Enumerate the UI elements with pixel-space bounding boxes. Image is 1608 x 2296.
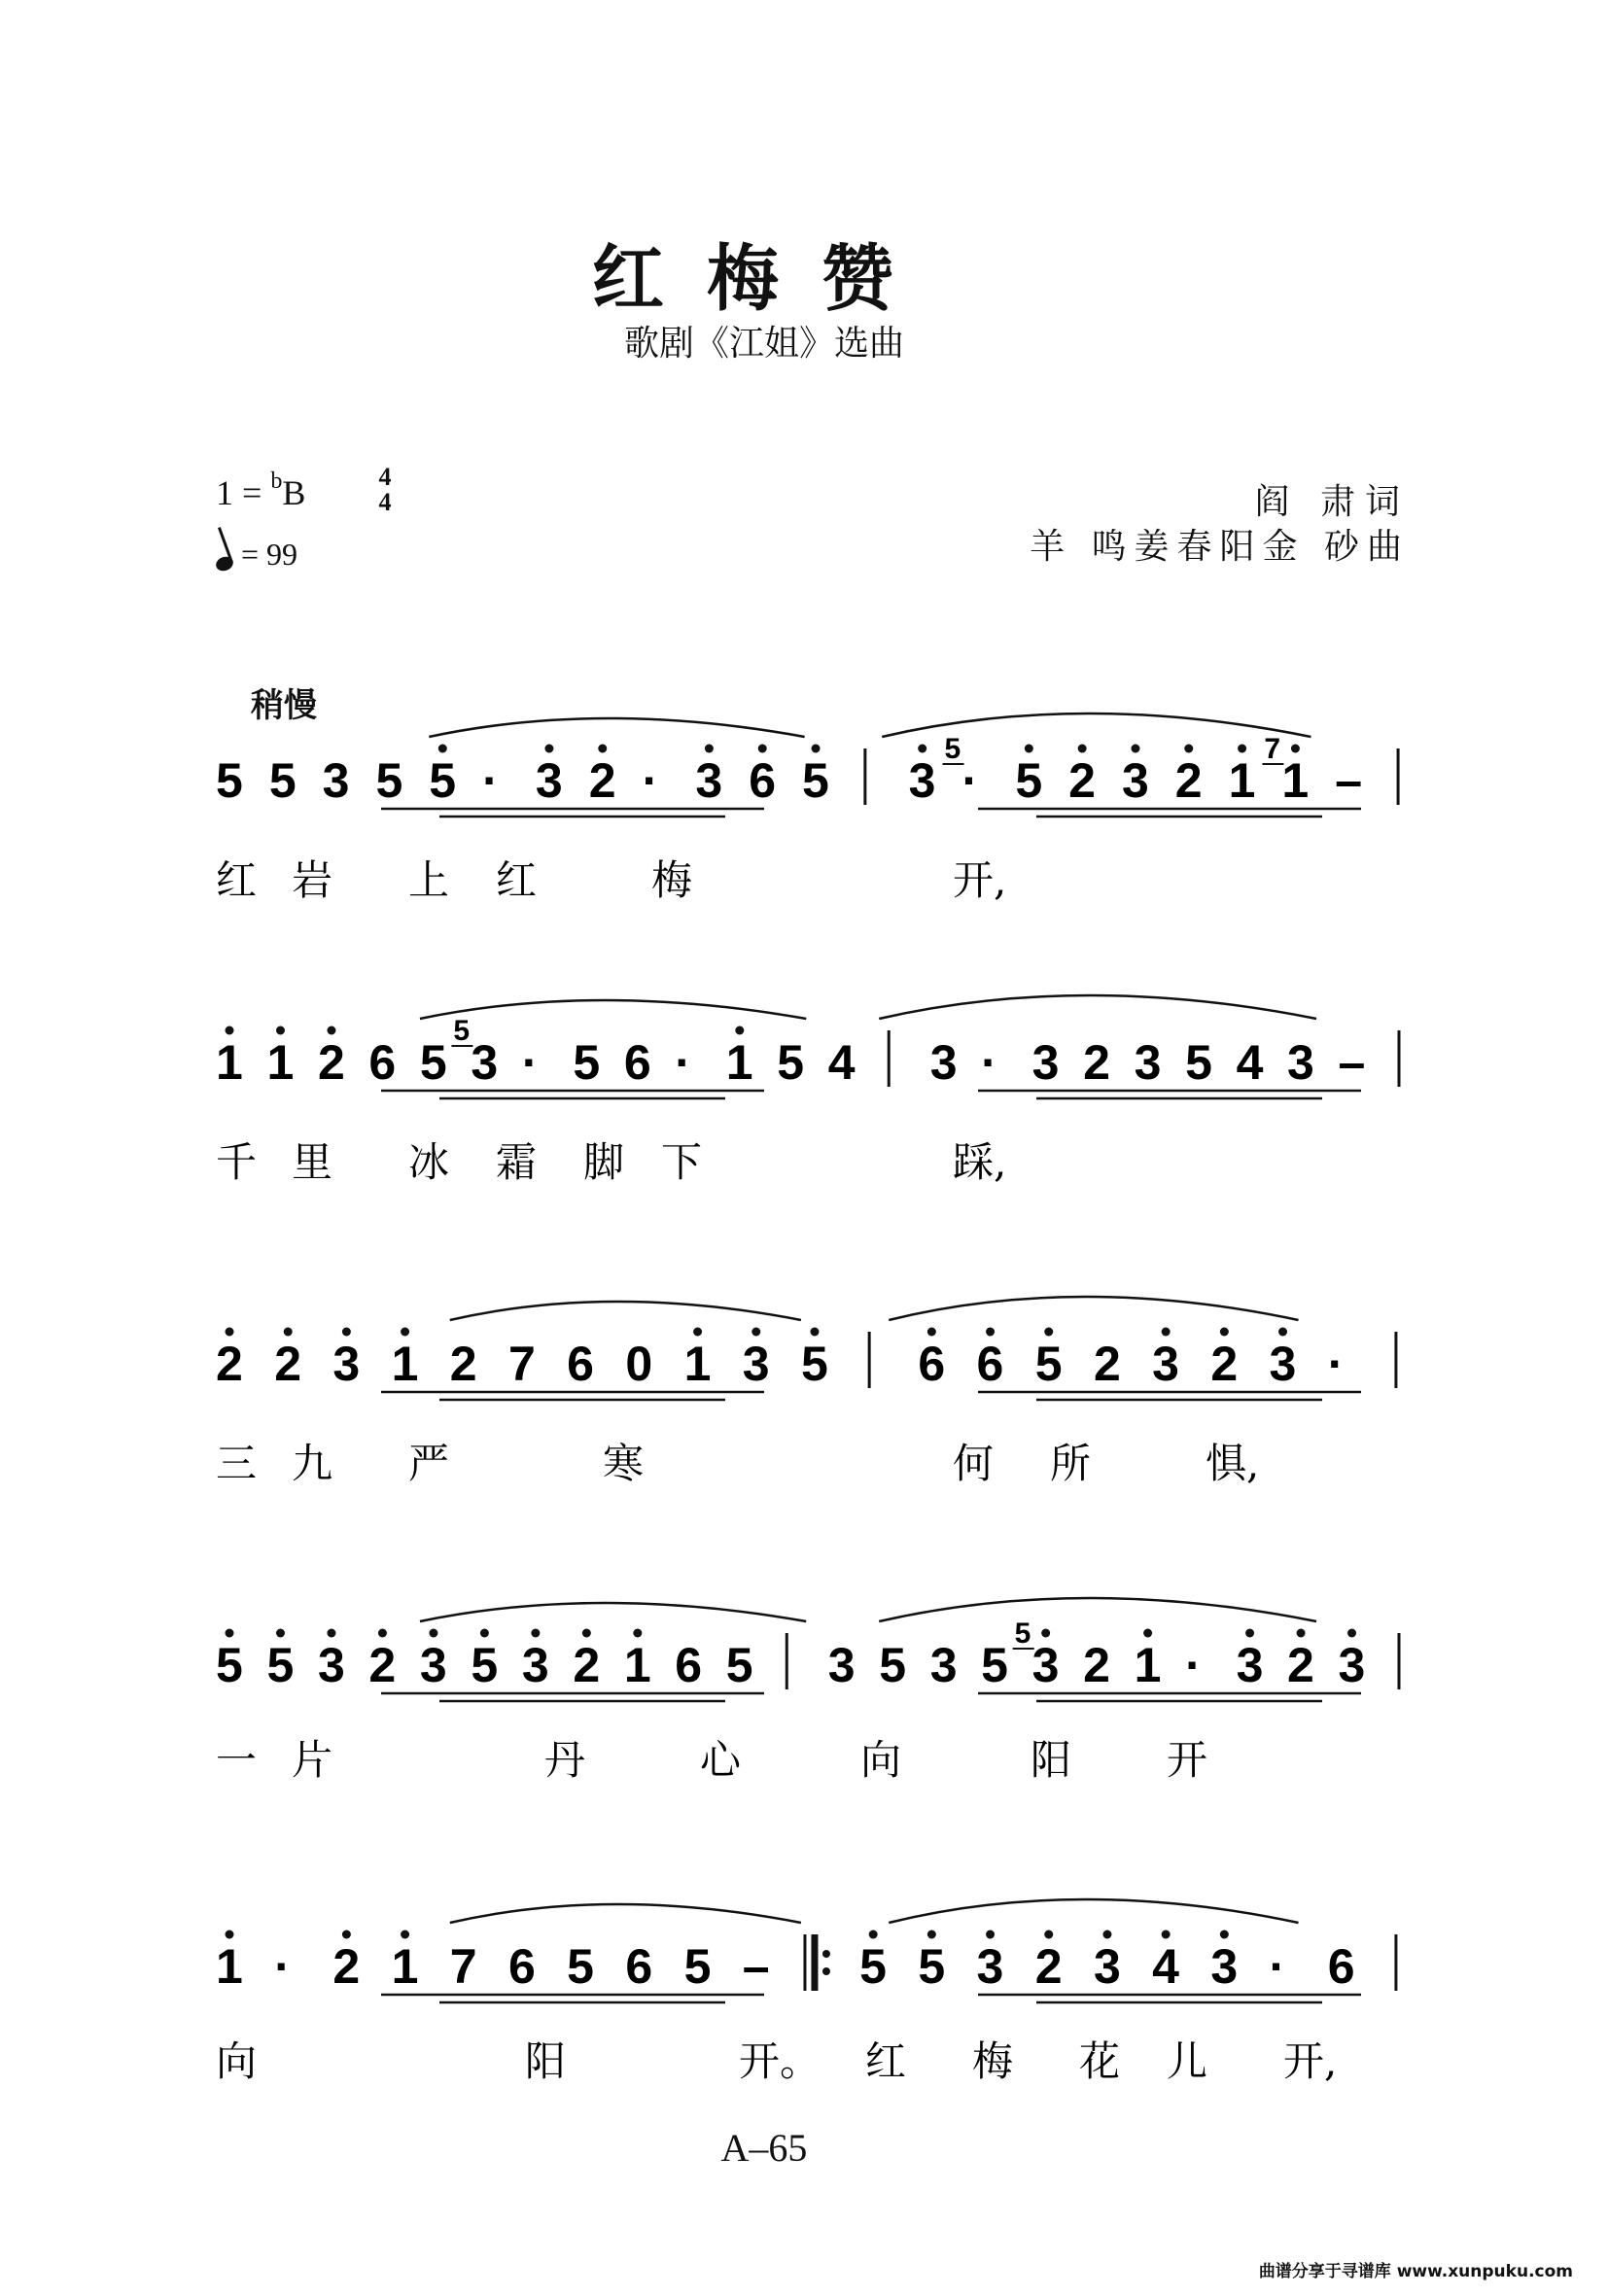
high-octave-dot	[342, 1328, 351, 1337]
lyric-char: 岩	[292, 856, 333, 904]
jianpu-note: 3	[322, 753, 350, 808]
jianpu-note: 5	[859, 1939, 887, 1994]
jianpu-note: 2	[274, 1337, 302, 1391]
watermark: 曲谱分享于寻谱库 www.xunpuku.com	[1258, 2262, 1573, 2281]
high-octave-dot	[693, 1328, 702, 1337]
high-octave-dot	[531, 1629, 540, 1638]
jianpu-note: ·	[521, 1035, 539, 1090]
jianpu-note: 3	[1031, 1035, 1060, 1090]
lyric-char: 九	[292, 1440, 333, 1487]
slur	[420, 1000, 806, 1019]
jianpu-note: 5	[1015, 753, 1043, 808]
jianpu-note: 5	[216, 753, 243, 808]
high-octave-dot	[1347, 1629, 1356, 1638]
lyric-char: 千	[216, 1138, 258, 1186]
high-octave-dot	[1297, 1629, 1306, 1638]
jianpu-note: 5	[777, 1035, 805, 1090]
high-octave-dot	[1278, 1328, 1287, 1337]
high-octave-dot	[1143, 1629, 1152, 1638]
jianpu-note: ·	[675, 1035, 691, 1090]
key-prefix: 1 =	[216, 473, 262, 512]
jianpu-note: 2	[1174, 753, 1203, 808]
lyric-char: 上	[408, 856, 450, 904]
lyric-char: 何	[953, 1440, 995, 1487]
jianpu-note: 1	[266, 1035, 295, 1090]
high-octave-dot	[810, 1328, 819, 1337]
time-numerator: 4	[378, 463, 392, 491]
high-octave-dot	[1025, 745, 1033, 753]
jianpu-note: 5	[375, 753, 403, 808]
high-octave-dot	[1044, 1931, 1053, 1939]
lyric-char: 片	[292, 1736, 333, 1784]
jianpu-note: 5	[981, 1638, 1008, 1692]
high-octave-dot	[812, 745, 821, 753]
lyric-char: 阳	[1031, 1736, 1072, 1784]
high-octave-dot	[226, 1328, 234, 1337]
key-note: B	[282, 473, 306, 512]
jianpu-note: 3	[521, 1638, 549, 1692]
lyric-char: 开,	[953, 856, 1007, 904]
high-octave-dot	[598, 745, 607, 753]
jianpu-note: –	[742, 1939, 770, 1994]
jianpu-note: 5	[1034, 1337, 1063, 1391]
jianpu-note: 3	[1236, 1638, 1264, 1692]
jianpu-note: 1	[1228, 753, 1256, 808]
jianpu-note: 1	[623, 1638, 651, 1692]
lyric-char: 冰	[408, 1138, 450, 1186]
grace-note: 5	[453, 1015, 471, 1047]
slur	[889, 1297, 1298, 1320]
lyric-char: 向	[860, 1736, 902, 1784]
jianpu-note: 6	[749, 753, 777, 808]
repeat-dot	[822, 1967, 830, 1975]
jianpu-note: 5	[683, 1939, 712, 1994]
jianpu-note: 7	[449, 1939, 477, 1994]
jianpu-note: 4	[827, 1035, 856, 1090]
jianpu-note: 4	[1152, 1939, 1179, 1994]
lyric-char: 红	[865, 2037, 907, 2085]
jianpu-note: 2	[1287, 1638, 1314, 1692]
repeat-dot	[822, 1950, 830, 1958]
page-number: A–65	[720, 2126, 808, 2170]
jianpu-note: 5	[266, 1638, 295, 1692]
slur	[429, 718, 804, 737]
slur	[879, 1598, 1316, 1621]
high-octave-dot	[378, 1629, 387, 1638]
high-octave-dot	[986, 1931, 995, 1939]
high-octave-dot	[276, 1629, 285, 1638]
jianpu-note: ·	[981, 1035, 997, 1090]
jianpu-note: 3	[929, 1638, 958, 1692]
high-octave-dot	[869, 1931, 878, 1939]
jianpu-note: ·	[274, 1939, 291, 1994]
high-octave-dot	[1078, 745, 1087, 753]
jianpu-note: 2	[1210, 1337, 1239, 1391]
jianpu-note: 3	[1152, 1337, 1179, 1391]
jianpu-note: 5	[429, 753, 457, 808]
lyric-char: 梅	[972, 2037, 1014, 2085]
jianpu-note: 3	[1121, 753, 1149, 808]
jianpu-note: 3	[929, 1035, 958, 1090]
jianpu-note: –	[1335, 753, 1363, 808]
high-octave-dot	[401, 1931, 409, 1939]
high-octave-dot	[633, 1629, 642, 1638]
jianpu-note: 0	[625, 1337, 653, 1391]
slur	[889, 1899, 1298, 1923]
jianpu-note: –	[1338, 1035, 1366, 1090]
jianpu-note: 6	[1327, 1939, 1355, 1994]
jianpu-note: 5	[216, 1638, 243, 1692]
high-octave-dot	[927, 1328, 936, 1337]
jianpu-note: 1	[216, 1035, 243, 1090]
jianpu-note: 6	[567, 1337, 594, 1391]
jianpu-note: 3	[419, 1638, 447, 1692]
jianpu-note: 1	[1281, 753, 1310, 808]
jianpu-note: 3	[332, 1337, 361, 1391]
high-octave-dot	[1238, 745, 1246, 753]
jianpu-note: 6	[623, 1035, 651, 1090]
high-octave-dot	[986, 1328, 995, 1337]
lyric-char: 寒	[603, 1440, 645, 1487]
jianpu-note: 2	[332, 1939, 361, 1994]
jianpu-note: 2	[1083, 1035, 1110, 1090]
jianpu-note: 5	[725, 1638, 753, 1692]
lyric-char: 一	[216, 1736, 258, 1784]
jianpu-note: ·	[1185, 1638, 1202, 1692]
jianpu-note: 6	[625, 1939, 653, 1994]
jianpu-note: ·	[482, 753, 499, 808]
jianpu-note: 6	[976, 1337, 1004, 1391]
slur	[450, 1904, 801, 1923]
jianpu-note: 3	[1210, 1939, 1239, 1994]
high-octave-dot	[544, 745, 553, 753]
jianpu-note: ·	[1269, 1939, 1286, 1994]
high-octave-dot	[705, 745, 714, 753]
high-octave-dot	[1162, 1328, 1171, 1337]
grace-note: 5	[944, 733, 961, 765]
expression-marking: 稍慢	[251, 686, 317, 725]
lyric-char: 开	[1167, 1736, 1208, 1784]
jianpu-note: 3	[1287, 1035, 1314, 1090]
jianpu-note: 5	[879, 1638, 907, 1692]
lyric-char: 脚	[583, 1138, 625, 1186]
high-octave-dot	[918, 745, 926, 753]
lyric-char: 丹	[544, 1736, 586, 1784]
jianpu-note: 4	[1236, 1035, 1264, 1090]
high-octave-dot	[276, 1026, 285, 1035]
high-octave-dot	[582, 1629, 591, 1638]
slur	[450, 1302, 801, 1320]
high-octave-dot	[226, 1026, 234, 1035]
slur	[879, 995, 1316, 1019]
grace-note: 5	[1014, 1618, 1031, 1650]
jianpu-note: 3	[1338, 1638, 1366, 1692]
jianpu-note: 2	[1093, 1337, 1121, 1391]
high-octave-dot	[401, 1328, 409, 1337]
jianpu-note: 6	[507, 1939, 536, 1994]
lyric-char: 开,	[1283, 2037, 1338, 2085]
jianpu-note: 2	[1068, 753, 1096, 808]
lyric-char: 里	[292, 1138, 333, 1186]
jianpu-note: 3	[1093, 1939, 1121, 1994]
jianpu-note: ·	[1327, 1337, 1345, 1391]
high-octave-dot	[284, 1328, 293, 1337]
jianpu-note: 3	[1134, 1035, 1162, 1090]
jianpu-note: 3	[471, 1035, 499, 1090]
jianpu-note: 5	[800, 1337, 828, 1391]
high-octave-dot	[752, 1328, 760, 1337]
lyric-char: 心	[700, 1736, 742, 1784]
high-octave-dot	[327, 1026, 335, 1035]
lyric-char: 红	[496, 856, 538, 904]
jianpu-note: 6	[675, 1638, 703, 1692]
high-octave-dot	[1044, 1328, 1053, 1337]
jianpu-note: 3	[976, 1939, 1004, 1994]
high-octave-dot	[342, 1931, 351, 1939]
jianpu-note: 2	[588, 753, 616, 808]
high-octave-dot	[1184, 745, 1193, 753]
lyric-char: 三	[216, 1440, 258, 1487]
lyric-char: 开。	[739, 2037, 821, 2085]
jianpu-note: 1	[391, 1939, 419, 1994]
jianpu-note: 3	[1031, 1638, 1060, 1692]
jianpu-note: 3	[695, 753, 723, 808]
jianpu-note: 5	[268, 753, 297, 808]
high-octave-dot	[1041, 1629, 1050, 1638]
jianpu-note: 1	[216, 1939, 243, 1994]
grace-note: 7	[1264, 733, 1281, 765]
jianpu-note: 2	[216, 1337, 243, 1391]
lyric-char: 梅	[651, 856, 693, 904]
composer-credit: 羊 鸣姜春阳金 砂曲	[1030, 527, 1410, 567]
jianpu-note: 3	[535, 753, 563, 808]
high-octave-dot	[438, 745, 447, 753]
lyric-char: 踩,	[953, 1138, 1007, 1186]
high-octave-dot	[1245, 1629, 1254, 1638]
jianpu-note: 7	[507, 1337, 536, 1391]
jianpu-note: 1	[391, 1337, 419, 1391]
tempo-value: = 99	[241, 537, 298, 572]
high-octave-dot	[226, 1629, 234, 1638]
lyric-char: 向	[216, 2037, 258, 2085]
jianpu-note: 5	[918, 1939, 946, 1994]
high-octave-dot	[1131, 745, 1139, 753]
jianpu-note: 2	[317, 1035, 345, 1090]
lyric-char: 惧,	[1206, 1440, 1260, 1487]
jianpu-note: 3	[742, 1337, 770, 1391]
high-octave-dot	[758, 745, 767, 753]
high-octave-dot	[927, 1931, 936, 1939]
jianpu-note: 2	[1083, 1638, 1110, 1692]
high-octave-dot	[226, 1931, 234, 1939]
lyricist-credit: 阎 肃词	[1254, 482, 1410, 522]
lyric-char: 红	[216, 856, 258, 904]
high-octave-dot	[429, 1629, 437, 1638]
song-title: 红梅赞	[592, 237, 936, 321]
jianpu-note: 5	[567, 1939, 594, 1994]
slur	[420, 1603, 806, 1621]
jianpu-note: 5	[419, 1035, 447, 1090]
jianpu-note: 3	[317, 1638, 345, 1692]
song-subtitle: 歌剧《江姐》选曲	[623, 324, 904, 364]
high-octave-dot	[1291, 745, 1300, 753]
jianpu-note: 2	[1034, 1939, 1063, 1994]
lyric-char: 霜	[496, 1138, 538, 1186]
jianpu-note: 5	[802, 753, 829, 808]
jianpu-note: ·	[642, 753, 659, 808]
jianpu-note: 2	[449, 1337, 477, 1391]
jianpu-note: 5	[573, 1035, 601, 1090]
jianpu-note: 3	[1269, 1337, 1297, 1391]
lyric-char: 花	[1079, 2037, 1121, 2085]
jianpu-note: 3	[908, 753, 936, 808]
jianpu-note: 2	[573, 1638, 601, 1692]
high-octave-dot	[480, 1629, 489, 1638]
jianpu-note: 1	[725, 1035, 753, 1090]
high-octave-dot	[735, 1026, 744, 1035]
high-octave-dot	[1220, 1328, 1229, 1337]
flat-sign: b	[270, 469, 283, 494]
jianpu-note: 6	[918, 1337, 946, 1391]
jianpu-note: 6	[368, 1035, 397, 1090]
lyric-char: 所	[1050, 1440, 1092, 1487]
lyric-char: 阳	[525, 2037, 567, 2085]
high-octave-dot	[1162, 1931, 1171, 1939]
high-octave-dot	[327, 1629, 335, 1638]
jianpu-note: 5	[1185, 1035, 1212, 1090]
high-octave-dot	[1102, 1931, 1111, 1939]
lyric-char: 严	[408, 1440, 450, 1487]
jianpu-note: 1	[683, 1337, 712, 1391]
jianpu-note: ·	[961, 753, 979, 808]
jianpu-note: 2	[368, 1638, 397, 1692]
jianpu-note: 1	[1134, 1638, 1162, 1692]
high-octave-dot	[1220, 1931, 1229, 1939]
lyric-char: 下	[661, 1138, 703, 1186]
jianpu-note: 3	[827, 1638, 856, 1692]
lyric-char: 儿	[1167, 2037, 1208, 2085]
time-denominator: 4	[378, 488, 392, 516]
jianpu-note: 5	[471, 1638, 499, 1692]
